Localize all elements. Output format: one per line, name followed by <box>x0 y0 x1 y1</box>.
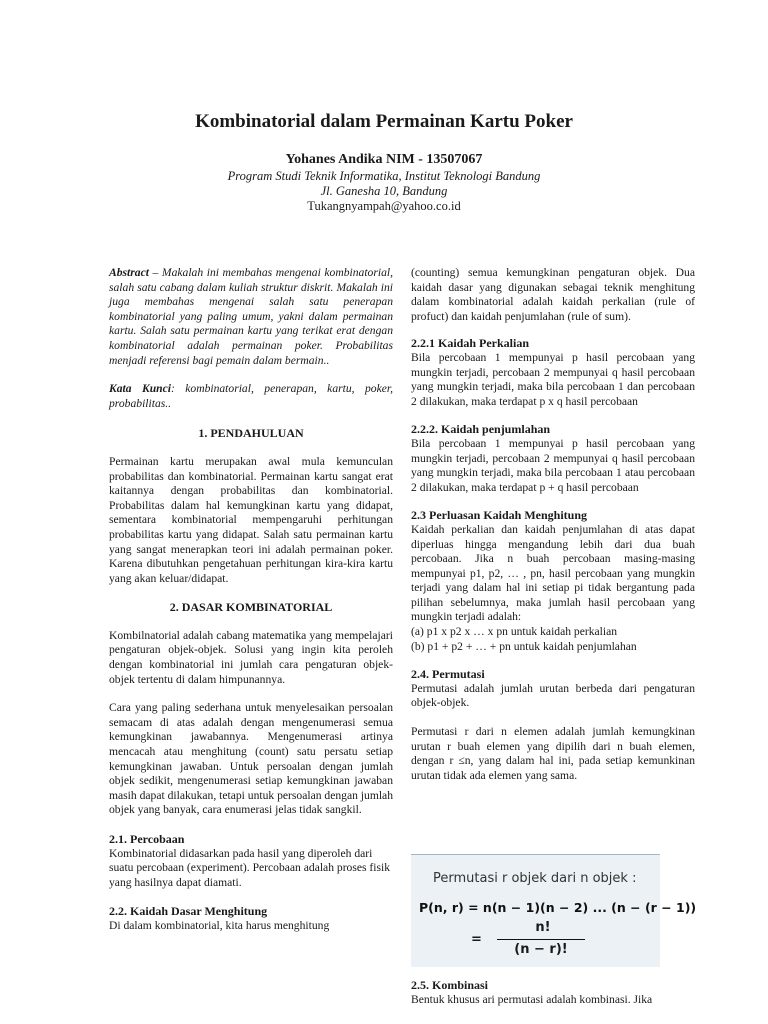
right-column <box>411 266 695 783</box>
formula-line: P(n, r) = n(n − 1)(n − 2) ... (n − (r − 1)) <box>419 900 697 915</box>
section-1-heading: 1. PENDAHULUAN <box>198 426 304 441</box>
subsection-2-2-1-text: Bila percobaan 1 mempunyai p hasil percobaan yang mungkin terjadi, percobaan 2 mempunyai q hasil percobaan yang mungkin terjadi, maka bila percobaan 1 dan percobaan 2 dilakukan, maka terdapat p x q hasil percobaan <box>411 350 695 408</box>
paper-title: Kombinatorial dalam Permainan Kartu Poker <box>195 111 573 132</box>
section-2-paragraph-1: Kombilnatorial adalah cabang matematika yang mempelajari pengaturan objek-objek. Solusi yang ingin kita peroleh dengan kombinatorial ini jumlah cara pengaturan objek-objek tertentu di dalam himpunannya. <box>109 628 393 686</box>
subsection-2-2-2-heading: 2.2.2. Kaidah penjumlahan <box>411 422 551 437</box>
address: Jl. Ganesha 10, Bandung <box>320 184 448 198</box>
abstract-label: Abstract <box>109 266 149 279</box>
subsection-2-4-heading: 2.4. Permutasi <box>411 667 485 682</box>
subsection-2-5-heading: 2.5. Kombinasi <box>411 978 489 992</box>
rule-product-item: (a) p1 x p2 x … x pn untuk kaidah perkalian <box>411 625 618 639</box>
subsection-2-5-text: Bentuk khusus ari permutasi adalah kombinasi. Jika <box>411 992 653 1006</box>
fraction-bar <box>497 939 585 940</box>
subsection-2-3-heading: 2.3 Perluasan Kaidah Menghitung <box>411 508 588 523</box>
permutation-definition: Permutasi adalah jumlah urutan berbeda dari pengaturan objek-objek. <box>411 681 695 710</box>
rule-sum-item: (b) p1 + p2 + … + pn untuk kaidah penjumlahan <box>411 639 637 653</box>
subsection-2-1-text: Kombinatorial didasarkan pada hasil yang diperoleh dari suatu percobaan (experiment). Percobaan adalah proses fisik yang hasilnya dapat diamati. <box>109 846 391 889</box>
keywords-label: Kata Kunci <box>109 382 171 396</box>
section-2-paragraph-2: Cara yang paling sederhana untuk menyelesaikan persoalan semacam di atas adalah dengan mengenumerasi semua kemungkinan jawabannya. Mengenumerasi artinya mencacah atau menghitung (count) satu persatu setiap kemungkinan jawaban. Untuk persoalan dengan jumlah objek sedikit, mengenumerasi setiap kemungkinan jawaban masih dapat dilakukan, tetapi untuk persoalan dengan jumlah objek yang banyak, cara enumerasi jelas tidak sangkil. <box>109 701 393 817</box>
affiliation: Program Studi Teknik Informatika, Institut Teknologi Bandung <box>227 169 541 183</box>
subsection-2-2-2-text: Bila percobaan 1 mempunyai p hasil percobaan yang mungkin terjadi, percobaan 2 mempunyai q hasil percobaan yang mungkin terjadi, maka bila percobaan 1 atau percobaan 2 dilakukan, maka terdapat p + q hasil percobaan <box>411 436 695 494</box>
left-column <box>109 266 393 934</box>
keywords <box>109 382 393 411</box>
subsection-2-3-text: Kaidah perkalian dan kaidah penjumlahan di atas dapat diperluas hingga mengandung lebih dari dua buah percobaan. Jika n buah percobaan masing-masing mempunyai p1, p2, … , pn, hasil percobaan yang mungkin terjadi yang dalam hal ini setiap pi tidak bergantung pada pilihan sebelumnya, maka jumlah hasil percobaan yang mungkin terjadi adalah: <box>411 522 695 624</box>
author-line: Yohanes Andika NIM - 13507067 <box>285 152 483 167</box>
formula-denominator: (n − r)! <box>514 942 568 957</box>
continued-text: (counting) semua kemungkinan pengaturan objek. Dua kaidah dasar yang digunakan sebagai teknik menghitung dalam kombinatorial adalah kaidah perkalian (rule of profuct) dan kaidah penjumlahan (rule of sum). <box>411 266 695 323</box>
subsection-2-2-text: Di dalam kombinatorial, kita harus menghitung <box>109 918 330 932</box>
abstract-text: – Makalah ini membahas mengenai kombinatorial, salah satu cabang dalam kuliah struktur diskrit. Makalah ini juga membahas mengenai salah satu penerapan kombinatorial yang paling umum, yakni dalam permainan kartu. Salah satu permainan kartu yang terikat erat dengan kombinatorial adalah permainan poker. Probabilitas menjadi referensi bagi pemain dalam bermain.. <box>109 266 393 367</box>
right-column-bottom <box>411 978 695 1007</box>
email: Tukangnyampah@yahoo.co.id <box>307 199 461 213</box>
formula-equals: = <box>471 932 482 947</box>
permutation-formula-image <box>411 854 697 967</box>
formula-caption: Permutasi r objek dari n objek : <box>433 871 637 886</box>
permutation-r-of-n-text: Permutasi r dari n elemen adalah jumlah kemungkinan urutan r buah elemen yang dipilih dari n buah elemen, dengan r ≤n, yang dalam hal ini, pada setiap kemunkinan urutan tidak ada elemen yang sama. <box>411 725 695 782</box>
subsection-2-1-heading: 2.1. Percobaan <box>109 832 185 846</box>
section-2-heading: 2. DASAR KOMBINATORIAL <box>169 600 333 615</box>
formula-numerator: n! <box>535 920 551 935</box>
subsection-2-2-heading: 2.2. Kaidah Dasar Menghitung <box>109 904 268 919</box>
abstract <box>109 266 393 368</box>
section-1-text: Permainan kartu merupakan awal mula kemunculan probabilitas dan kombinatorial. Permainan kartu sangat erat kaitannya dengan probabilitas dan kombinatorial. Probabilitas dalam hal kemungkinan kartu yang didapat, sementara kombinatorial mempengaruhi perhitungan probabilitas kartu yang didapat. Salah satu permainan kartu yang sangat menerapkan teori ini adalah permainan poker. Karena dibutuhkan pengetahuan perhitungan kira-kira kartu yang akan keluar/didapat. <box>109 454 393 585</box>
subsection-2-2-1-heading: 2.2.1 Kaidah Perkalian <box>411 336 530 351</box>
keywords-text: : kombinatorial, penerapan, kartu, poker, probabilitas.. <box>109 382 393 410</box>
